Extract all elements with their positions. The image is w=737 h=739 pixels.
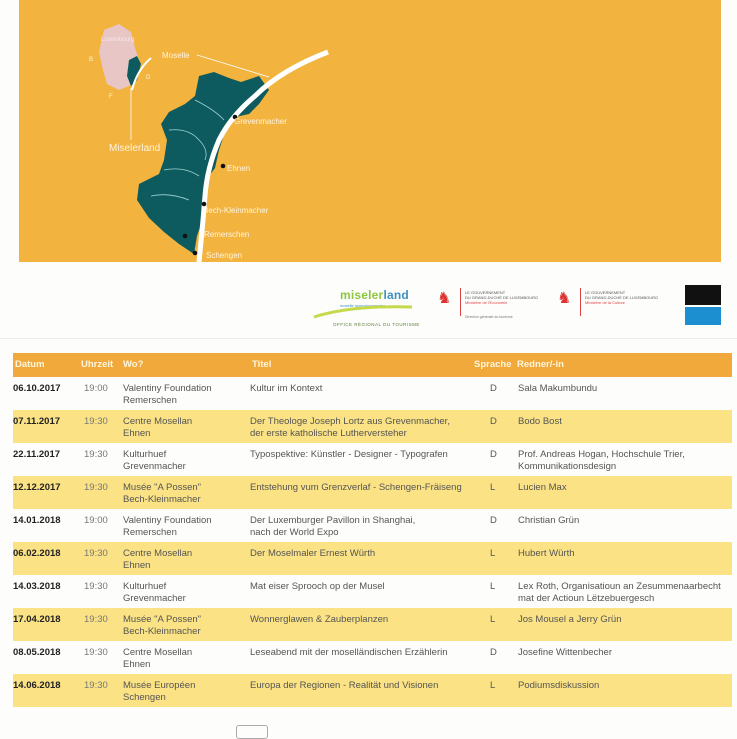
venue: Musée "A Possen": [123, 614, 202, 625]
town-label-grevenmacher: Grevenmacher: [234, 117, 287, 126]
cell-where: [123, 416, 192, 440]
cell-where: [123, 581, 186, 605]
office-label: OFFICE RÉGIONAL DU TOURISME: [333, 322, 420, 327]
gov-line1: LE GOUVERNEMENT: [585, 290, 626, 295]
cell-time: 19:30: [84, 482, 108, 493]
cell-speaker: [518, 515, 579, 527]
speaker-line1: Sala Makumbundu: [518, 383, 598, 394]
mu-logo-bottom: [685, 307, 721, 325]
events-table: [13, 353, 732, 707]
brand-text-bold: land: [383, 288, 409, 302]
region-label-miselerland: Miselerland: [109, 143, 161, 154]
town: Schengen: [123, 692, 166, 703]
cell-speaker: [518, 680, 599, 692]
venue: Musée "A Possen": [123, 482, 202, 493]
gov-line2: DU GRAND-DUCHÉ DE LUXEMBOURG: [585, 295, 659, 300]
cell-title: [250, 614, 388, 626]
table-row: [13, 608, 732, 641]
title-line1: Entstehung vum Grenzverlaf - Schengen-Fräiseng: [250, 482, 462, 493]
cell-time: 19:30: [84, 647, 108, 658]
miselerland-logo: [312, 285, 422, 329]
table-row: [13, 509, 732, 542]
cell-lang: L: [490, 482, 496, 493]
town-label-bech-kleinmacher: Bech-Kleinmacher: [203, 206, 269, 215]
title-line1: Typospektive: Künstler - Designer - Typografen: [250, 449, 448, 460]
town-label-schengen: Schengen: [206, 251, 243, 260]
header-where: Wo?: [123, 359, 144, 370]
cell-lang: L: [490, 614, 496, 625]
venue: Kulturhuef: [123, 449, 167, 460]
header-date: Datum: [15, 359, 45, 370]
cell-lang: L: [490, 680, 496, 691]
cell-where: [123, 383, 212, 407]
cell-speaker: [518, 614, 621, 626]
cell-lang: D: [490, 449, 497, 460]
brand-text: miseler: [340, 288, 384, 302]
cell-lang: L: [490, 581, 496, 592]
title-line2: nach der World Expo: [250, 527, 339, 538]
header-title: Titel: [252, 359, 272, 370]
header-lang: Sprache: [474, 359, 512, 370]
title-line2: der erste katholische Lutherversteher: [250, 428, 407, 439]
venue: Valentiny Foundation: [123, 383, 212, 394]
cell-speaker: [518, 581, 721, 605]
cell-lang: D: [490, 416, 497, 427]
table-row: [13, 575, 732, 608]
inset-country-label: Luxembourg: [101, 37, 135, 43]
cell-speaker: [518, 548, 575, 560]
town: Ehnen: [123, 560, 151, 571]
brand-tagline: moselle luxembourgeoise: [340, 303, 386, 308]
gov-line2: DU GRAND-DUCHÉ DE LUXEMBOURG: [465, 295, 539, 300]
venue: Centre Mosellan: [123, 416, 193, 427]
cell-title: [250, 449, 448, 461]
venue: Centre Mosellan: [123, 548, 193, 559]
speaker-line1: Podiumsdiskussion: [518, 680, 600, 691]
cell-speaker: [518, 647, 612, 659]
cell-date: 06.10.2017: [13, 383, 61, 394]
river-label-moselle: Moselle: [162, 51, 190, 60]
table-row: [13, 377, 732, 410]
section-divider: [0, 338, 737, 339]
venue: Centre Mosellan: [123, 647, 193, 658]
red-lion-icon: ♞: [437, 290, 452, 307]
cell-date: 08.05.2018: [13, 647, 61, 658]
speaker-line1: Jos Mousel a Jerry Grün: [518, 614, 622, 625]
cell-date: 12.12.2017: [13, 482, 61, 493]
town: Grevenmacher: [123, 461, 186, 472]
logo-divider: [460, 288, 461, 316]
gov-ministry: Ministère de la Culture: [585, 300, 626, 305]
cell-where: [123, 449, 186, 473]
swoosh-icon: [312, 299, 422, 321]
speaker-line1: Prof. Andreas Hogan, Hochschule Trier,: [518, 449, 685, 460]
cell-title: [250, 581, 385, 593]
venue: Musée Européen: [123, 680, 196, 691]
gov-culture-logo: [557, 288, 677, 320]
header-time: Uhrzeit: [81, 359, 114, 370]
title-line1: Wonnerglawen & Zauberplanzen: [250, 614, 389, 625]
cell-title: [250, 515, 415, 539]
table-row: [13, 443, 732, 476]
town-label-remerschen: Remerschen: [204, 230, 250, 239]
cell-date: 22.11.2017: [13, 449, 61, 460]
cell-speaker: [518, 416, 562, 428]
speaker-line1: Christian Grün: [518, 515, 580, 526]
table-row: [13, 542, 732, 575]
cell-date: 14.06.2018: [13, 680, 61, 691]
table-row: [13, 410, 732, 443]
cell-where: [123, 515, 212, 539]
inset-neighbor-b: B: [89, 57, 94, 63]
cell-where: [123, 482, 201, 506]
map-panel: [19, 0, 721, 262]
gov-ministry: Ministère de l'Économie: [465, 300, 508, 305]
header-speaker: Redner/-in: [517, 359, 564, 370]
speaker-line2: mat der Actioun Lëtzebuergesch: [518, 593, 655, 604]
cell-time: 19:30: [84, 614, 108, 625]
cell-time: 19:30: [84, 449, 108, 460]
title-line1: Der Theologe Joseph Lortz aus Grevenmacher,: [250, 416, 450, 427]
table-row: [13, 476, 732, 509]
speaker-line2: Kommunikationsdesign: [518, 461, 617, 472]
cell-where: [123, 548, 192, 572]
title-line1: Mat eiser Sprooch op der Musel: [250, 581, 385, 592]
cell-lang: D: [490, 383, 497, 394]
town-label-ehnen: Ehnen: [227, 164, 251, 173]
gov-culture-text: [585, 290, 658, 305]
gov-economy-logo: [437, 288, 557, 320]
cell-time: 19:00: [84, 383, 108, 394]
town: Bech-Kleinmacher: [123, 626, 201, 637]
sponsor-logos: [0, 280, 737, 330]
town: Bech-Kleinmacher: [123, 494, 201, 505]
title-line1: Der Luxemburger Pavillon in Shanghai,: [250, 515, 416, 526]
town: Remerschen: [123, 395, 177, 406]
town: Ehnen: [123, 659, 151, 670]
cell-where: [123, 614, 201, 638]
cell-time: 19:30: [84, 548, 108, 559]
cell-time: 19:30: [84, 416, 108, 427]
cell-title: [250, 482, 462, 494]
cell-speaker: [518, 449, 685, 473]
cell-speaker: [518, 383, 597, 395]
cell-date: 07.11.2017: [13, 416, 61, 427]
cell-lang: D: [490, 647, 497, 658]
speaker-line1: Josefine Wittenbecher: [518, 647, 612, 658]
table-header: [13, 353, 732, 377]
gov-line1: LE GOUVERNEMENT: [465, 290, 506, 295]
cell-date: 14.03.2018: [13, 581, 61, 592]
speaker-line1: Lex Roth, Organisatioun an Zesummenaarbecht: [518, 581, 721, 592]
cell-time: 19:30: [84, 680, 108, 691]
gov-economy-text: [465, 290, 538, 305]
cell-where: [123, 680, 195, 704]
cell-time: 19:00: [84, 515, 108, 526]
mu-logo-top: [685, 285, 721, 305]
table-row: [13, 641, 732, 674]
cell-where: [123, 647, 192, 671]
inset-neighbor-d: D: [146, 75, 151, 81]
town: Grevenmacher: [123, 593, 186, 604]
table-row: [13, 674, 732, 707]
cell-lang: D: [490, 515, 497, 526]
logo-divider: [580, 288, 581, 316]
speaker-line1: Bodo Bost: [518, 416, 562, 427]
inset-neighbor-f: F: [109, 94, 113, 100]
speaker-line1: Hubert Würth: [518, 548, 575, 559]
cell-date: 14.01.2018: [13, 515, 61, 526]
town: Ehnen: [123, 428, 151, 439]
cell-title: [250, 416, 450, 440]
venue: Valentiny Foundation: [123, 515, 212, 526]
speaker-line1: Lucien Max: [518, 482, 567, 493]
cell-lang: L: [490, 548, 496, 559]
cell-title: [250, 383, 322, 395]
cell-time: 19:30: [84, 581, 108, 592]
red-lion-icon: ♞: [557, 290, 572, 307]
venue: Kulturhuef: [123, 581, 167, 592]
cell-date: 17.04.2018: [13, 614, 61, 625]
town: Remerschen: [123, 527, 177, 538]
title-line1: Der Moselmaler Ernest Würth: [250, 548, 376, 559]
cell-date: 06.02.2018: [13, 548, 61, 559]
title-line1: Kultur im Kontext: [250, 383, 323, 394]
mu-logo: [685, 285, 721, 325]
cell-title: [250, 647, 448, 659]
gov-dept: Direction générale du tourisme: [465, 315, 513, 319]
cell-title: [250, 680, 438, 692]
cell-title: [250, 548, 375, 560]
title-line1: Leseabend mit der moselländischen Erzählerin: [250, 647, 448, 658]
cell-speaker: [518, 482, 567, 494]
title-line1: Europa der Regionen - Realität und Visionen: [250, 680, 439, 691]
